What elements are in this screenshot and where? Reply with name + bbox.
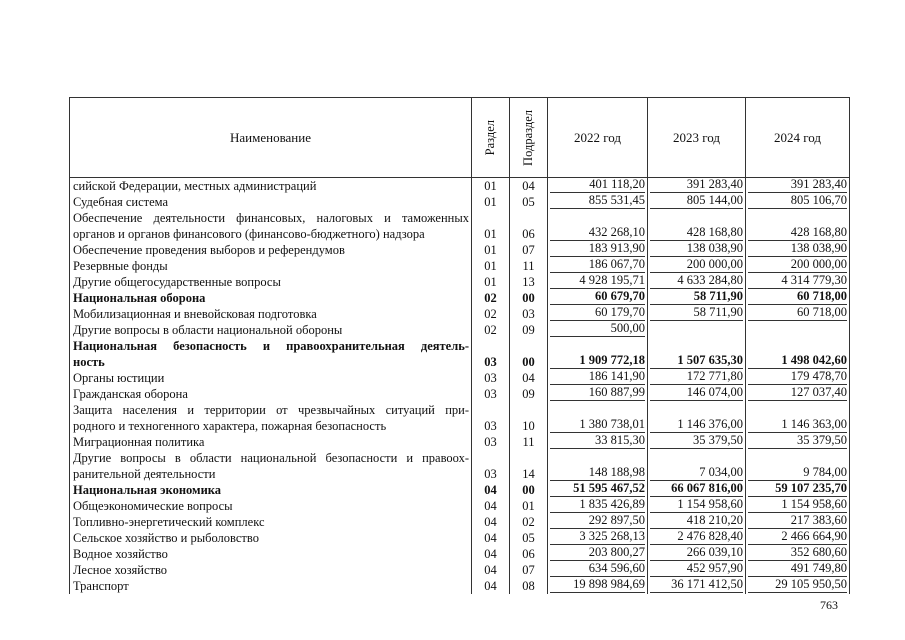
row-2022 bbox=[548, 402, 648, 434]
row-2023-value: 418 210,20 bbox=[650, 514, 743, 529]
row-2024 bbox=[746, 306, 849, 322]
row-2024 bbox=[746, 546, 849, 562]
row-razdel-value: 01 bbox=[484, 179, 497, 193]
row-2023 bbox=[648, 290, 746, 306]
row-razdel bbox=[472, 402, 510, 434]
row-2022-value: 203 800,27 bbox=[550, 546, 645, 561]
row-2024 bbox=[746, 242, 849, 258]
row-2022 bbox=[548, 434, 648, 450]
row-podrazdel bbox=[510, 194, 548, 210]
row-2023-value: 452 957,90 bbox=[650, 562, 743, 577]
row-razdel-value: 04 bbox=[484, 547, 497, 561]
row-podrazdel-value: 07 bbox=[522, 243, 535, 257]
row-razdel bbox=[472, 370, 510, 386]
row-podrazdel-value: 11 bbox=[522, 435, 535, 449]
row-2024 bbox=[746, 562, 849, 578]
row-2024-value: 127 037,40 bbox=[748, 386, 847, 401]
row-podrazdel bbox=[510, 450, 548, 482]
row-2024 bbox=[746, 258, 849, 274]
row-podrazdel bbox=[510, 274, 548, 290]
row-name: сийской Федерации, местных администраций bbox=[70, 178, 472, 194]
row-name: Транспорт bbox=[70, 578, 472, 594]
row-2023-value: 1 507 635,30 bbox=[650, 352, 743, 369]
row-2022 bbox=[548, 290, 648, 306]
row-2023-value: 58 711,90 bbox=[650, 306, 743, 321]
table-row bbox=[70, 434, 849, 450]
table-row bbox=[70, 498, 849, 514]
row-2024-value: 352 680,60 bbox=[748, 546, 847, 561]
table-row bbox=[70, 578, 849, 594]
row-name: Другие общегосударственные вопросы bbox=[70, 274, 472, 290]
row-razdel-value: 04 bbox=[484, 499, 497, 513]
row-2024 bbox=[746, 498, 849, 514]
row-2022-value: 1 909 772,18 bbox=[550, 352, 645, 369]
table-row bbox=[70, 194, 849, 210]
row-name-line2: родного и техногенного характера, пожарная безопасность bbox=[73, 419, 387, 433]
row-2024-value: 217 383,60 bbox=[748, 514, 847, 529]
row-podrazdel bbox=[510, 210, 548, 242]
row-2024-value: 1 154 958,60 bbox=[748, 498, 847, 513]
row-2023 bbox=[648, 530, 746, 546]
row-2023 bbox=[648, 498, 746, 514]
row-podrazdel-value: 00 bbox=[522, 291, 535, 305]
row-podrazdel bbox=[510, 546, 548, 562]
row-podrazdel-value: 06 bbox=[522, 227, 535, 241]
row-2024-value: 59 107 235,70 bbox=[748, 482, 847, 497]
row-2023 bbox=[648, 194, 746, 210]
row-2023 bbox=[648, 562, 746, 578]
row-2024 bbox=[746, 370, 849, 386]
table-row bbox=[70, 530, 849, 546]
row-podrazdel-value: 13 bbox=[522, 275, 535, 289]
row-2022 bbox=[548, 370, 648, 386]
table-row bbox=[70, 546, 849, 562]
row-2023 bbox=[648, 402, 746, 434]
table-row bbox=[70, 450, 849, 482]
row-razdel-value: 01 bbox=[484, 259, 497, 273]
row-razdel-value: 01 bbox=[484, 227, 497, 241]
table-row bbox=[70, 514, 849, 530]
row-2022 bbox=[548, 258, 648, 274]
row-2023 bbox=[648, 258, 746, 274]
row-2023 bbox=[648, 386, 746, 402]
row-razdel bbox=[472, 210, 510, 242]
row-2022-value: 855 531,45 bbox=[550, 194, 645, 209]
row-2023 bbox=[648, 482, 746, 498]
row-2022-value: 634 596,60 bbox=[550, 562, 645, 577]
header-2022: 2022 год bbox=[548, 98, 648, 177]
row-2022 bbox=[548, 450, 648, 482]
row-2023-value: 391 283,40 bbox=[650, 178, 743, 193]
row-podrazdel-value: 05 bbox=[522, 195, 535, 209]
row-razdel bbox=[472, 194, 510, 210]
row-podrazdel-value: 06 bbox=[522, 547, 535, 561]
row-podrazdel bbox=[510, 178, 548, 194]
header-podrazdel-cell bbox=[510, 98, 548, 177]
row-name: Национальная оборона bbox=[70, 290, 472, 306]
row-2022-value: 1 380 738,01 bbox=[550, 416, 645, 433]
row-podrazdel-value: 07 bbox=[522, 563, 535, 577]
row-2024 bbox=[746, 434, 849, 450]
row-podrazdel bbox=[510, 434, 548, 450]
row-2022 bbox=[548, 338, 648, 370]
row-razdel bbox=[472, 290, 510, 306]
row-2023-value: 428 168,80 bbox=[650, 224, 743, 241]
row-2024 bbox=[746, 450, 849, 482]
row-2022 bbox=[548, 306, 648, 322]
header-razdel: Раздел bbox=[483, 119, 497, 156]
table-row bbox=[70, 290, 849, 306]
budget-table bbox=[69, 97, 850, 594]
row-razdel-value: 02 bbox=[484, 291, 497, 305]
row-2024-value: 60 718,00 bbox=[748, 306, 847, 321]
table-row bbox=[70, 242, 849, 258]
row-razdel bbox=[472, 530, 510, 546]
row-2022-value: 160 887,99 bbox=[550, 386, 645, 401]
row-2022-value: 500,00 bbox=[550, 322, 645, 337]
row-razdel bbox=[472, 178, 510, 194]
row-2024 bbox=[746, 530, 849, 546]
row-podrazdel bbox=[510, 338, 548, 370]
row-podrazdel-value: 00 bbox=[522, 483, 535, 497]
row-2023 bbox=[648, 322, 746, 338]
row-name-line1: Защита населения и территории от чрезвычайных ситуаций при- bbox=[73, 403, 469, 417]
row-razdel-value: 04 bbox=[484, 563, 497, 577]
row-2023 bbox=[648, 338, 746, 370]
row-name: Общеэкономические вопросы bbox=[70, 498, 472, 514]
row-2023-value: 1 146 376,00 bbox=[650, 416, 743, 433]
row-name: Резервные фонды bbox=[70, 258, 472, 274]
row-2024 bbox=[746, 578, 849, 594]
table-row bbox=[70, 210, 849, 242]
row-2024-value: 29 105 950,50 bbox=[748, 578, 847, 593]
row-2023-value: 266 039,10 bbox=[650, 546, 743, 561]
row-2022 bbox=[548, 242, 648, 258]
row-podrazdel-value: 11 bbox=[522, 259, 535, 273]
row-2022-value: 3 325 268,13 bbox=[550, 530, 645, 545]
row-name-line2: ность bbox=[73, 355, 105, 369]
row-podrazdel-value: 03 bbox=[522, 307, 535, 321]
row-2024-value: 9 784,00 bbox=[748, 464, 847, 481]
table-row bbox=[70, 562, 849, 578]
row-2024-value: 1 498 042,60 bbox=[748, 352, 847, 369]
row-2022 bbox=[548, 482, 648, 498]
row-2022-value: 4 928 195,71 bbox=[550, 274, 645, 289]
row-2023 bbox=[648, 210, 746, 242]
row-2024-value: 60 718,00 bbox=[748, 290, 847, 305]
row-2022-value: 1 835 426,89 bbox=[550, 498, 645, 513]
row-2022-value: 183 913,90 bbox=[550, 242, 645, 257]
table-row bbox=[70, 306, 849, 322]
header-2024: 2024 год bbox=[774, 129, 821, 145]
table-row bbox=[70, 386, 849, 402]
row-name bbox=[70, 210, 472, 242]
row-2024 bbox=[746, 322, 849, 338]
row-podrazdel bbox=[510, 290, 548, 306]
row-podrazdel-value: 10 bbox=[522, 419, 535, 433]
row-2022 bbox=[548, 530, 648, 546]
table-row bbox=[70, 338, 849, 370]
row-razdel-value: 02 bbox=[484, 307, 497, 321]
row-2024-value: 428 168,80 bbox=[748, 224, 847, 241]
row-2024-value: 491 749,80 bbox=[748, 562, 847, 577]
row-razdel bbox=[472, 514, 510, 530]
table-row bbox=[70, 402, 849, 434]
row-2023 bbox=[648, 578, 746, 594]
row-2022 bbox=[548, 274, 648, 290]
row-podrazdel-value: 00 bbox=[522, 355, 535, 369]
row-2023-value: 805 144,00 bbox=[650, 194, 743, 209]
row-2024 bbox=[746, 274, 849, 290]
row-2022-value: 60 679,70 bbox=[550, 290, 645, 305]
row-2022-value: 148 188,98 bbox=[550, 464, 645, 481]
row-2024-value: 200 000,00 bbox=[748, 258, 847, 273]
row-name bbox=[70, 450, 472, 482]
row-2024 bbox=[746, 178, 849, 194]
row-name-line1: Другие вопросы в области национальной безопасности и правоох- bbox=[73, 451, 469, 465]
row-razdel bbox=[472, 306, 510, 322]
row-2022-value: 51 595 467,52 bbox=[550, 482, 645, 497]
row-2024 bbox=[746, 338, 849, 370]
row-2022 bbox=[548, 194, 648, 210]
row-2023-value: 2 476 828,40 bbox=[650, 530, 743, 545]
row-2024 bbox=[746, 386, 849, 402]
row-name bbox=[70, 338, 472, 370]
row-name: Другие вопросы в области национальной обороны bbox=[70, 322, 472, 338]
row-2022-value: 33 815,30 bbox=[550, 434, 645, 449]
row-name: Судебная система bbox=[70, 194, 472, 210]
row-razdel-value: 01 bbox=[484, 275, 497, 289]
row-2024-value: 179 478,70 bbox=[748, 370, 847, 385]
row-razdel bbox=[472, 386, 510, 402]
row-name: Обеспечение проведения выборов и референдумов bbox=[70, 242, 472, 258]
header-razdel-cell bbox=[472, 98, 510, 177]
row-2024 bbox=[746, 290, 849, 306]
row-2024-value: 805 106,70 bbox=[748, 194, 847, 209]
row-2023 bbox=[648, 274, 746, 290]
row-2022 bbox=[548, 386, 648, 402]
row-2023 bbox=[648, 514, 746, 530]
row-podrazdel-value: 08 bbox=[522, 579, 535, 593]
row-2022-value: 401 118,20 bbox=[550, 178, 645, 193]
row-podrazdel-value: 01 bbox=[522, 499, 535, 513]
row-podrazdel bbox=[510, 402, 548, 434]
row-2024 bbox=[746, 514, 849, 530]
header-name: Наименование bbox=[70, 98, 472, 177]
row-2023 bbox=[648, 434, 746, 450]
row-name: Миграционная политика bbox=[70, 434, 472, 450]
row-razdel-value: 03 bbox=[484, 419, 497, 433]
row-2022 bbox=[548, 322, 648, 338]
header-2023: 2023 год bbox=[648, 98, 746, 177]
row-razdel-value: 03 bbox=[484, 467, 497, 481]
row-name-line2: органов и органов финансового (финансово-бюджетного) надзора bbox=[73, 227, 425, 241]
row-razdel bbox=[472, 322, 510, 338]
row-name: Мобилизационная и вневойсковая подготовка bbox=[70, 306, 472, 322]
row-2022 bbox=[548, 178, 648, 194]
row-2023-value: 200 000,00 bbox=[650, 258, 743, 273]
row-2023-value: 36 171 412,50 bbox=[650, 578, 743, 593]
row-2022-value: 186 067,70 bbox=[550, 258, 645, 273]
row-2022-value: 432 268,10 bbox=[550, 224, 645, 241]
row-2024-value: 391 283,40 bbox=[748, 178, 847, 193]
table-body bbox=[70, 178, 849, 594]
row-2023-value: 4 633 284,80 bbox=[650, 274, 743, 289]
row-podrazdel bbox=[510, 530, 548, 546]
row-2022 bbox=[548, 498, 648, 514]
row-razdel bbox=[472, 498, 510, 514]
row-name-line1: Обеспечение деятельности финансовых, налоговых и таможенных bbox=[73, 211, 469, 225]
row-podrazdel bbox=[510, 242, 548, 258]
row-2022 bbox=[548, 210, 648, 242]
row-2023-value: 58 711,90 bbox=[650, 290, 743, 305]
row-2023 bbox=[648, 450, 746, 482]
row-podrazdel bbox=[510, 258, 548, 274]
row-podrazdel bbox=[510, 562, 548, 578]
row-2022-value: 60 179,70 bbox=[550, 306, 645, 321]
row-razdel bbox=[472, 274, 510, 290]
row-2023-value: 138 038,90 bbox=[650, 242, 743, 257]
row-razdel-value: 01 bbox=[484, 243, 497, 257]
row-2024 bbox=[746, 194, 849, 210]
row-name: Лесное хозяйство bbox=[70, 562, 472, 578]
row-name: Водное хозяйство bbox=[70, 546, 472, 562]
row-podrazdel bbox=[510, 306, 548, 322]
row-name bbox=[70, 402, 472, 434]
row-podrazdel-value: 09 bbox=[522, 387, 535, 401]
row-2023 bbox=[648, 370, 746, 386]
row-podrazdel-value: 04 bbox=[522, 371, 535, 385]
row-2022-value: 19 898 984,69 bbox=[550, 578, 645, 593]
row-razdel-value: 03 bbox=[484, 371, 497, 385]
table-row bbox=[70, 370, 849, 386]
table-row bbox=[70, 258, 849, 274]
row-2024 bbox=[746, 402, 849, 434]
row-razdel-value: 04 bbox=[484, 531, 497, 545]
row-name: Топливно-энергетический комплекс bbox=[70, 514, 472, 530]
row-2023-value: 35 379,50 bbox=[650, 434, 743, 449]
row-2023-value: 146 074,00 bbox=[650, 386, 743, 401]
row-2022-value: 292 897,50 bbox=[550, 514, 645, 529]
row-podrazdel-value: 02 bbox=[522, 515, 535, 529]
row-podrazdel bbox=[510, 578, 548, 594]
row-2024-value: 4 314 779,30 bbox=[748, 274, 847, 289]
row-razdel-value: 04 bbox=[484, 579, 497, 593]
row-podrazdel bbox=[510, 322, 548, 338]
row-2024-value: 138 038,90 bbox=[748, 242, 847, 257]
row-2022-value: 186 141,90 bbox=[550, 370, 645, 385]
table-row bbox=[70, 482, 849, 498]
table-row bbox=[70, 178, 849, 194]
row-razdel bbox=[472, 434, 510, 450]
row-podrazdel bbox=[510, 514, 548, 530]
row-2023 bbox=[648, 546, 746, 562]
table-header bbox=[70, 98, 849, 178]
row-2024-value: 2 466 664,90 bbox=[748, 530, 847, 545]
row-podrazdel bbox=[510, 370, 548, 386]
page-number: 763 bbox=[820, 598, 838, 612]
row-razdel bbox=[472, 578, 510, 594]
row-razdel bbox=[472, 258, 510, 274]
row-razdel-value: 04 bbox=[484, 515, 497, 529]
row-name: Гражданская оборона bbox=[70, 386, 472, 402]
row-razdel-value: 03 bbox=[484, 435, 497, 449]
row-2024 bbox=[746, 482, 849, 498]
row-2023 bbox=[648, 242, 746, 258]
row-podrazdel-value: 04 bbox=[522, 179, 535, 193]
row-2024-value: 1 146 363,00 bbox=[748, 416, 847, 433]
row-razdel bbox=[472, 450, 510, 482]
row-podrazdel bbox=[510, 386, 548, 402]
row-2023-value: 66 067 816,00 bbox=[650, 482, 743, 497]
row-2023 bbox=[648, 178, 746, 194]
row-2023-value: 7 034,00 bbox=[650, 464, 743, 481]
row-2023-value: 172 771,80 bbox=[650, 370, 743, 385]
row-2023-value: 1 154 958,60 bbox=[650, 498, 743, 513]
row-2022 bbox=[548, 514, 648, 530]
row-name: Органы юстиции bbox=[70, 370, 472, 386]
row-2022 bbox=[548, 578, 648, 594]
header-podrazdel: Подраздел bbox=[521, 109, 535, 166]
table-row bbox=[70, 274, 849, 290]
row-razdel bbox=[472, 242, 510, 258]
row-razdel bbox=[472, 562, 510, 578]
row-podrazdel-value: 09 bbox=[522, 323, 535, 337]
row-razdel bbox=[472, 482, 510, 498]
row-name-line2: ранительной деятельности bbox=[73, 467, 216, 481]
row-razdel bbox=[472, 546, 510, 562]
row-razdel bbox=[472, 338, 510, 370]
row-razdel-value: 01 bbox=[484, 195, 497, 209]
row-razdel-value: 03 bbox=[484, 355, 497, 369]
row-2024-value: 35 379,50 bbox=[748, 434, 847, 449]
row-2022 bbox=[548, 546, 648, 562]
table-row bbox=[70, 322, 849, 338]
row-podrazdel-value: 05 bbox=[522, 531, 535, 545]
row-razdel-value: 04 bbox=[484, 483, 497, 497]
row-razdel-value: 03 bbox=[484, 387, 497, 401]
row-podrazdel bbox=[510, 498, 548, 514]
row-razdel-value: 02 bbox=[484, 323, 497, 337]
row-name: Сельское хозяйство и рыболовство bbox=[70, 530, 472, 546]
row-2023 bbox=[648, 306, 746, 322]
row-name: Национальная экономика bbox=[70, 482, 472, 498]
row-2024 bbox=[746, 210, 849, 242]
row-podrazdel bbox=[510, 482, 548, 498]
row-podrazdel-value: 14 bbox=[522, 467, 535, 481]
row-name-line1: Национальная безопасность и правоохранительная деятель- bbox=[73, 339, 469, 353]
row-2022 bbox=[548, 562, 648, 578]
